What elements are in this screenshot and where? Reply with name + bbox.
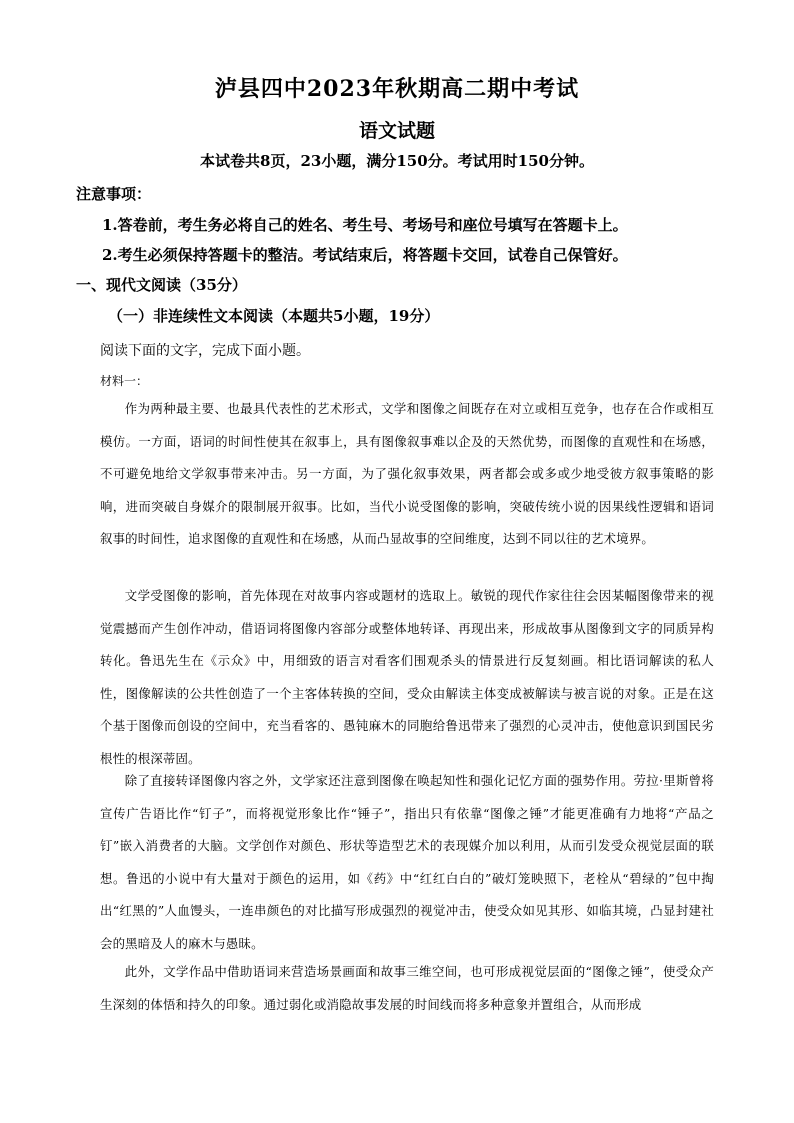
notice-heading: 注意事项： [76,185,152,203]
section-heading: 一、现代文阅读（35分） [76,276,247,294]
exam-info: 本试卷共8页，23小题，满分150分。考试用时150分钟。 [200,152,594,170]
paragraph-2: 文学受图像的影响，首先体现在对故事内容或题材的选取上。敏锐的现代作家往往会因某幅图像带来的视觉震撼而产生创作冲动，借语词将图像内容部分或整体地转译、再现出来，形成故事从图像到文字的同质异构转化。鲁迅先生在《示众》中，用细致的语言对看客们围观杀头的情景进行反复刻画。相比语词解读的私人性，图像解读的公共性创造了一个主客体转换的空间，受众由解读主体变成被解读与被言说的对象。正是在这个基于图像而创设的空间中，充当看客的、愚钝麻木的同胞给鲁迅带来了强烈的心灵冲击，使他意识到国民劣根性的根深蒂固。 [100,588,714,766]
material-label: 材料一： [100,374,149,388]
notice-item-2: 2.考生必须保持答题卡的整洁。考试结束后，将答题卡交回，试卷自己保管好。 [102,246,628,264]
exam-subtitle: 语文试题 [358,120,435,142]
paragraph-3: 除了直接转译图像内容之外，文学家还注意到图像在唤起知性和强化记忆方面的强势作用。劳拉·里斯曾将宣传广告语比作“钉子”，而将视觉形象比作“锤子”，指出只有依靠“图像之锤”才能更准确有力地将“产品之钉”嵌入消费者的大脑。文学创作对颜色、形状等造型艺术的表现媒介加以利用，从而引发受众视觉层面的联想。鲁迅的小说中有大量对于颜色的运用，如《药》中“红红白白的”破灯笼映照下，老栓从“碧绿的”包中掏出“红黑的”人血馒头，一连串颜色的对比描写形成强烈的视觉冲击，使受众如见其形、如临其境，凸显封建社会的黑暗及人的麻木与愚昧。 [100,773,714,951]
paragraph-1: 作为两种最主要、也最具代表性的艺术形式，文学和图像之间既存在对立或相互竞争，也存在合作或相互模仿。一方面，语词的时间性使其在叙事上，具有图像叙事难以企及的天然优势，而图像的直观性和在场感，不可避免地给文学叙事带来冲击。另一方面，为了强化叙事效果，两者都会或多或少地受彼方叙事策略的影响，进而突破自身媒介的限制展开叙事。比如，当代小说受图像的影响，突破传统小说的因果线性逻辑和语词叙事的时间性，追求图像的直观性和在场感，从而凸显故事的空间维度，达到不同以往的艺术境界。 [100,401,714,546]
section-sub-heading: （一）非连续性文本阅读（本题共5小题，19分） [108,307,440,325]
exam-title: 泸县四中2023年秋期高二期中考试 [214,76,580,102]
paragraph-4: 此外，文学作品中借助语词来营造场景画面和故事三维空间，也可形成视觉层面的“图像之锤”，使受众产生深刻的体悟和持久的印象。通过弱化或消隐故事发展的时间线而将多种意象并置组合，从而形成 [100,964,714,1012]
notice-item-1: 1.答卷前，考生务必将自己的姓名、考生号、考场号和座位号填写在答题卡上。 [102,216,628,234]
reading-instruction: 阅读下面的文字，完成下面小题。 [100,343,310,359]
